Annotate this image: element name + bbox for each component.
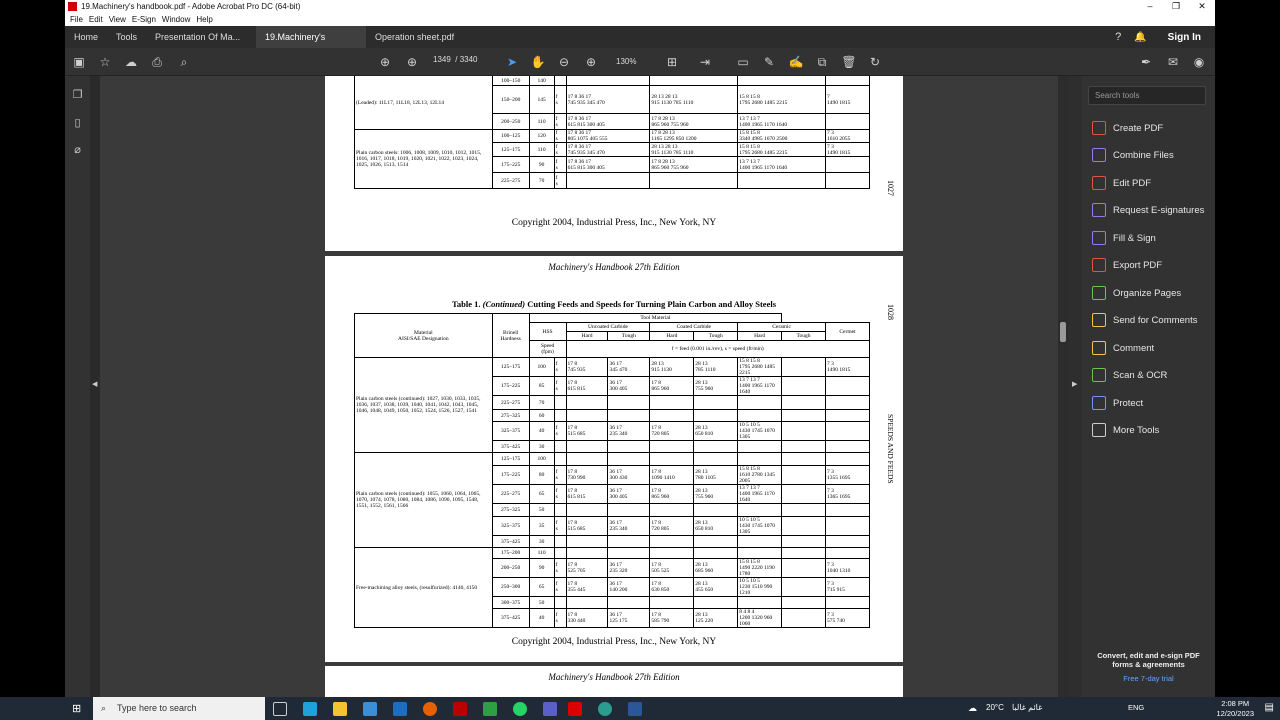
material-cell: Plain carbon steels: 1006, 1008, 1009, 1010, 1012, 1015, 1016, 1017, 1018, 1019, 1020, 1021, 1022, 1023, 1024, 1025, 1026, 1513, 1514 (355, 130, 493, 189)
request-esignatures-icon (1092, 203, 1106, 217)
scan-ocr-icon (1092, 368, 1106, 382)
zoom-level[interactable]: 130% (616, 57, 637, 66)
header-hss: HSS (529, 323, 566, 341)
delete-icon[interactable]: 🗑 (841, 55, 857, 69)
speed-cell: 60 (529, 410, 554, 422)
header-ceramic: Ceramic (738, 323, 826, 332)
upload-icon[interactable]: ☁ (125, 55, 137, 69)
taskbar-search-input[interactable] (93, 697, 265, 720)
tool-create-pdf[interactable] (1092, 120, 1163, 136)
hardness-cell: 125–175 (492, 358, 529, 377)
weather-desc: غائم غالبا (1012, 703, 1043, 712)
speed-cell: 100 (529, 453, 554, 466)
account-icon[interactable]: ◉ (1193, 55, 1205, 69)
tool-scan-ocr[interactable] (1092, 367, 1167, 383)
search-icon: ⌕ (101, 703, 107, 713)
speed-cell: 50 (529, 597, 554, 609)
tool-label: Edit PDF (1113, 177, 1152, 189)
tool-comment[interactable] (1092, 340, 1154, 356)
clock-time: 2:08 PM (1221, 699, 1250, 708)
fill-sign-icon[interactable]: ✒ (1140, 55, 1152, 69)
tool-combine-files[interactable] (1092, 147, 1174, 163)
word-icon[interactable] (628, 702, 642, 716)
hardness-cell: 150–200 (492, 86, 529, 114)
fit-page-icon[interactable]: ⊞ (666, 55, 678, 69)
header-hard: Hard (566, 332, 608, 341)
material-group-1: Plain carbon steels (continued): 1027, 1030, 1033, 1035, 1036, 1037, 1038, 1039, 1040, 1041, 1042, 1043, 1045, 1046, 1048, 1049, 1050, 1052, 1524, 1526, 1527, 1541 (355, 358, 493, 453)
tool-label: Fill & Sign (1113, 232, 1156, 244)
hardness-cell: 175–225 (492, 466, 529, 485)
print-icon[interactable]: ⎙ (152, 55, 162, 69)
table-title (325, 299, 903, 309)
hardness-cell: 225–275 (492, 396, 529, 410)
hardness-cell: 175–200 (492, 548, 529, 559)
hardness-cell: 275–325 (492, 504, 529, 517)
weather-temp: 20°C (986, 703, 1004, 712)
document-view[interactable] (100, 76, 1058, 697)
tool-organize-pages[interactable] (1092, 285, 1181, 301)
fill-sign-icon (1092, 231, 1106, 245)
left-rail (65, 76, 90, 697)
pdf-page-1029 (325, 666, 903, 697)
tool-label: More Tools (1113, 424, 1160, 436)
windows-start-icon[interactable]: ⊞ (72, 703, 82, 715)
page-number-1028: 1028 (886, 304, 895, 320)
tab-label: Operation sheet.pdf (375, 32, 455, 42)
search-tools-input[interactable]: Search tools (1088, 86, 1206, 105)
tab-bar (65, 26, 1215, 48)
rotate-icon[interactable]: ↻ (869, 55, 881, 69)
header-tough: Tough (694, 332, 738, 341)
comment-icon (1092, 341, 1106, 355)
menu-edit[interactable]: Edit (88, 15, 103, 24)
hardness-cell: 225–275 (492, 485, 529, 504)
speed-cell: 140 (529, 76, 554, 86)
right-collapse-strip[interactable] (1068, 76, 1082, 697)
sign-in-button[interactable]: Sign In (1167, 31, 1201, 43)
windows-taskbar (0, 697, 1280, 720)
toolbar (65, 48, 1215, 76)
tool-label: Combine Files (1113, 149, 1174, 161)
free-trial-link[interactable]: Free 7-day trial (1123, 674, 1174, 683)
edge-icon[interactable] (303, 702, 317, 716)
header-material: Material AISI/SAE Designation (355, 314, 493, 358)
section-side-title: SPEEDS AND FEEDS (886, 414, 895, 484)
page-total: / 3340 (455, 55, 478, 64)
vertical-scrollbar[interactable] (1058, 76, 1068, 697)
speed-cell: 145 (529, 86, 554, 114)
tool-request-esignatures[interactable] (1092, 202, 1204, 218)
bookmark-icon[interactable]: ▯ (74, 117, 81, 129)
minimize-icon[interactable]: – (1147, 1, 1153, 11)
hand-icon[interactable]: ✋ (530, 55, 546, 69)
speed-cell: 40 (529, 609, 554, 628)
bell-icon[interactable]: 🔔 (1134, 31, 1147, 43)
hardness-cell: 325–375 (492, 517, 529, 536)
header-tough: Tough (608, 332, 650, 341)
table-title-prefix: Table 1. (451, 299, 481, 309)
table-title-rest: Cutting Feeds and Speeds for Turning Plain Carbon and Alloy Steels (525, 299, 777, 309)
hardness-cell: 250–300 (492, 578, 529, 597)
promo-line-1: Convert, edit and e-sign PDF (1097, 651, 1200, 660)
header-speed: Speed (fpm) (529, 341, 566, 358)
speed-cell: 110 (529, 548, 554, 559)
create-pdf-icon (1092, 121, 1106, 135)
header-hard: Hard (650, 332, 694, 341)
notification-icon[interactable]: ▤ (1264, 702, 1274, 713)
save-icon[interactable]: ▣ (73, 55, 85, 69)
hardness-cell: 275–325 (492, 410, 529, 422)
next-page-icon[interactable]: ⊕ (406, 55, 418, 69)
speed-cell: 70 (529, 396, 554, 410)
protect-icon (1092, 396, 1106, 410)
tool-fill-sign[interactable] (1092, 230, 1156, 246)
acrobat-window (65, 0, 1215, 697)
tool-label: Request E-signatures (1113, 204, 1205, 216)
speed-cell: 110 (529, 114, 554, 130)
tool-protect[interactable] (1092, 395, 1143, 411)
tool-label: Comment (1113, 342, 1155, 354)
hardness-cell: 375–425 (492, 536, 529, 548)
whatsapp-icon[interactable] (513, 702, 527, 716)
speed-cell: 90 (529, 559, 554, 578)
copyright-footer: Copyright 2004, Industrial Press, Inc., New York, NY (511, 637, 717, 647)
hardness-cell: 175–225 (492, 157, 529, 173)
header-uncoated: Uncoated Carbide (566, 323, 650, 332)
material-cell: (Leaded): 11L17, 11L18, 12L13, 12L14 (355, 76, 493, 130)
stamp-icon[interactable]: ⧉ (817, 55, 827, 69)
page-current[interactable]: 1349 (433, 55, 451, 64)
running-header: Machinery's Handbook 27th Edition (548, 262, 680, 272)
firefox-icon[interactable] (423, 702, 437, 716)
speed-cell: 90 (529, 157, 554, 173)
collapse-left-icon[interactable]: ◀ (92, 381, 98, 388)
tab-tools[interactable]: Tools (116, 32, 138, 42)
scroll-mode-icon[interactable]: ⇥ (699, 55, 711, 69)
scroll-thumb[interactable] (1060, 322, 1066, 342)
hardness-cell: 375–425 (492, 609, 529, 628)
speed-cell: 35 (529, 517, 554, 536)
attachment-icon[interactable]: ⌀ (74, 144, 81, 156)
speed-cell: 30 (529, 441, 554, 453)
title-bar (65, 0, 1215, 13)
star-icon[interactable]: ☆ (99, 55, 111, 69)
tool-label: Export PDF (1113, 259, 1163, 271)
app-icon[interactable] (453, 702, 467, 716)
hardness-cell: 125–175 (492, 453, 529, 466)
comment-icon[interactable]: ▭ (737, 55, 749, 69)
maximize-icon[interactable]: ❐ (1171, 1, 1181, 11)
zoom-search-icon[interactable]: ⌕ (180, 55, 188, 69)
file-explorer-icon[interactable] (333, 702, 347, 716)
clock-date: 12/20/2023 (1216, 709, 1254, 718)
speed-cell: 120 (529, 130, 554, 143)
hardness-cell: 125–175 (492, 143, 529, 157)
more-tools-icon (1092, 423, 1106, 437)
sign-icon[interactable]: ✍ (788, 55, 804, 69)
tab-home[interactable]: Home (74, 32, 99, 42)
tool-label: Send for Comments (1113, 314, 1198, 326)
speed-cell: 30 (529, 536, 554, 548)
tab-label: 19.Machinery's (265, 32, 326, 42)
app-icon[interactable] (483, 702, 497, 716)
cutting-table-top: (Leaded): 11L17, 11L18, 12L13, 12L14 100–150 140 150–200 145 f s 17 8 36 17 745 935 345 470 28 13 28 13 915 1130 785 1110 15 8 15 8 1795 2680 1485 2215 7 1490 1815 200–250 110 f s 17 8 36 17 615 815 300 405 17 8 28 13 865 960 755 960 13 7 13 7 1400 1965 1170 1640 Plain carbon steels: 1006, 1008, 1009, 1010, 1012, 1015, 1016, 1017, 1018, 1019, 1020, 1021, 1022, 1023, 1024, 1025, 1026, 1513, 1514 100–125 120 f s 17 8 36 17 805 1075 405 555 17 8 28 13 1165 1295 850 1200 15 8 15 8 3340 4985 1670 2500 7 3 1610 2055 125–175 110 f s 17 8 36 17 745 935 345 470 28 13 28 13 915 1130 785 1110 15 8 15 8 1795 2680 1485 2215 7 3 1490 1815 175–225 90 f s 17 8 36 17 615 815 300 405 17 8 28 13 865 960 755 960 13 7 13 7 1400 1965 1170 1640 225–275 70 f s (354, 76, 870, 189)
hardness-cell: 325–375 (492, 422, 529, 441)
speed-cell: 85 (529, 377, 554, 396)
clock[interactable] (1216, 699, 1254, 719)
email-icon[interactable]: ✉ (1167, 55, 1179, 69)
acrobat-taskbar-icon[interactable] (568, 702, 582, 716)
menu-esign[interactable]: E-Sign (131, 15, 156, 24)
page-thumbnails-icon[interactable]: ❐ (72, 89, 83, 101)
material-group-2: Plain carbon steels (continued): 1055, 1060, 1064, 1065, 1070, 1074, 1078, 1080, 1084, 1086, 1090, 1095, 1548, 1551, 1552, 1561, 1566 (355, 453, 493, 548)
pdf-page-1028 (325, 256, 903, 662)
header-tool-material: Tool Material (529, 314, 781, 323)
speed-cell: 100 (529, 358, 554, 377)
hardness-cell: 100–125 (492, 130, 529, 143)
material-group-3: Free-machining alloy steels, (resulfurized): 4140, 4150 (355, 548, 493, 628)
header-coated: Coated Carbide (650, 323, 738, 332)
menu-view[interactable]: View (108, 15, 126, 24)
tool-label: Scan & OCR (1113, 369, 1168, 381)
highlight-icon[interactable]: ✎ (763, 55, 775, 69)
edit-pdf-icon (1092, 176, 1106, 190)
header-feed-legend: f = feed (0.001 in./rev), s = speed (ft/min) (566, 341, 869, 358)
speed-cell: 65 (529, 578, 554, 597)
hardness-cell: 200–250 (492, 114, 529, 130)
task-view-icon[interactable] (273, 702, 287, 716)
zoom-in-icon[interactable]: ⊕ (585, 55, 597, 69)
menu-bar (65, 13, 1215, 26)
weather-icon[interactable]: ☁ (968, 703, 977, 713)
hardness-cell: 175–225 (492, 377, 529, 396)
taskbar-search-placeholder: Type here to search (117, 703, 197, 713)
tab-doc-operation[interactable] (366, 26, 476, 48)
cutting-table-1028: Material AISI/SAE Designation Brinell Hardness Tool Material HSS Uncoated Carbide Coated Carbide Ceramic Cermet Hard Tough Hard Tough Hard Tough Speed (fpm) f = feed (0.001 in./rev), s = speed (ft/min) Plain carbon steels (continued): 1027, 1030, 1033, 1035, 1036, 1037, 1038, 1039, 1040, 1041, 1042, 1043, 1045, 1046, 1048, 1049, 1050, 1052, 1524, 1526, 1527, 1541 125–175 100 f s 17 8 745 935 36 17 345 470 28 13 915 1130 28 13 785 1110 15 8 15 8 1795 2680 1485 2215 7 3 1490 1815 175–225 85 f s 17 8 615 815 36 17 300 405 17 8 865 960 28 13 755 960 13 7 13 7 1400 1965 1170 1640 225–275 70 275–325 60 325–375 40 f s 17 8 515 685 36 17 235 340 17 8 720 805 28 13 650 810 10 5 10 5 1430 1745 1070 1305 375–425 30 Plain carbon steels (continued): 1055, 1060, 1064, 1065, 1070, 1074, 1078, 1080, 1084, 1086, 1090, 1095, 1548, 1551, 1552, 1561, 1566 125–175 100 175–225 80 f s 17 8 730 990 36 17 300 430 17 8 1090 1410 28 13 780 1105 15 8 15 8 1610 2780 1345 2005 7 3 1355 1695 225–275 65 f s 17 8 615 815 36 17 300 405 17 8 865 960 28 13 755 960 13 7 13 7 1400 1965 1170 1640 7 3 1365 1695 275–325 50 325–375 35 f s 17 8 515 685 36 17 235 340 17 8 720 805 28 13 650 810 10 5 10 5 1430 1745 1070 1305 375–425 30 Free-machining alloy steels, (resulfurized): 4140, 4150 175–200 110 200–250 90 f s 17 8 525 705 36 17 235 320 17 8 505 525 28 13 685 960 15 8 15 8 1490 2220 1190 1780 7 3 1040 1310 250–300 65 f s 17 8 355 445 36 17 140 200 17 8 630 850 28 13 455 650 10 5 10 5 1230 1510 990 1210 7 3 715 915 300–375 50 375–425 40 f s 17 8 330 440 36 17 125 175 17 8 585 790 28 13 125 220 8 4 8 4 1200 1320 960 1060 7 3 575 740 (354, 313, 870, 628)
table-title-continued: (Continued) (482, 299, 526, 309)
speed-cell: 65 (529, 485, 554, 504)
promo-line-2: forms & agreements (1112, 660, 1185, 669)
page-number-1027: 1027 (886, 180, 895, 196)
speed-cell: 70 (529, 173, 554, 189)
speed-cell: 50 (529, 504, 554, 517)
menu-file[interactable]: File (70, 15, 83, 24)
store-icon[interactable] (363, 702, 377, 716)
language-indicator[interactable]: ENG (1128, 703, 1145, 712)
tool-label: Protect (1113, 397, 1144, 409)
window-title: 19.Machinery's handbook.pdf - Adobe Acrobat Pro DC (64-bit) (81, 2, 301, 11)
menu-help[interactable]: Help (196, 15, 213, 24)
copyright-footer: Copyright 2004, Industrial Press, Inc., New York, NY (511, 218, 717, 228)
tab-doc-presentation[interactable] (146, 26, 256, 48)
tool-send-for-comments[interactable] (1092, 312, 1197, 328)
hardness-cell: 375–425 (492, 441, 529, 453)
organize-pages-icon (1092, 286, 1106, 300)
pdf-page-1027 (325, 76, 903, 251)
hardness-cell: 200–250 (492, 559, 529, 578)
chrome-icon[interactable] (598, 702, 612, 716)
select-cursor-icon[interactable]: ➤ (506, 55, 518, 69)
speed-cell: 110 (529, 143, 554, 157)
header-hard: Hard (738, 332, 782, 341)
header-tough: Tough (782, 332, 826, 341)
prev-page-icon[interactable]: ⊕ (379, 55, 391, 69)
tool-more-tools[interactable] (1092, 422, 1159, 438)
combine-files-icon (1092, 148, 1106, 162)
running-header: Machinery's Handbook 27th Edition (548, 672, 680, 682)
header-brinell: Brinell Hardness (492, 314, 529, 358)
hardness-cell: 225–275 (492, 173, 529, 189)
left-collapse-strip[interactable] (90, 76, 100, 697)
mail-icon[interactable] (393, 702, 407, 716)
hardness-cell: 100–150 (492, 76, 529, 86)
page-indicator[interactable] (433, 55, 478, 64)
speed-cell: 80 (529, 466, 554, 485)
send-for-comments-icon (1092, 313, 1106, 327)
tab-label: Presentation Of Ma... (155, 32, 241, 42)
hardness-cell: 300–375 (492, 597, 529, 609)
tool-edit-pdf[interactable] (1092, 175, 1151, 191)
close-icon[interactable]: ✕ (1198, 1, 1206, 11)
header-cermet: Cermet (826, 323, 870, 341)
tool-label: Create PDF (1113, 122, 1164, 134)
collapse-right-icon[interactable]: ▶ (1072, 381, 1078, 388)
zoom-out-icon[interactable]: ⊖ (558, 55, 570, 69)
export-pdf-icon (1092, 258, 1106, 272)
menu-window[interactable]: Window (161, 15, 191, 24)
tools-pane (1082, 76, 1215, 697)
help-icon[interactable]: ? (1115, 31, 1122, 43)
tool-label: Organize Pages (1113, 287, 1182, 299)
acrobat-logo-icon (68, 2, 77, 11)
tool-export-pdf[interactable] (1092, 257, 1162, 273)
teams-icon[interactable] (543, 702, 557, 716)
tab-doc-handbook[interactable] (256, 26, 366, 48)
speed-cell: 40 (529, 422, 554, 441)
